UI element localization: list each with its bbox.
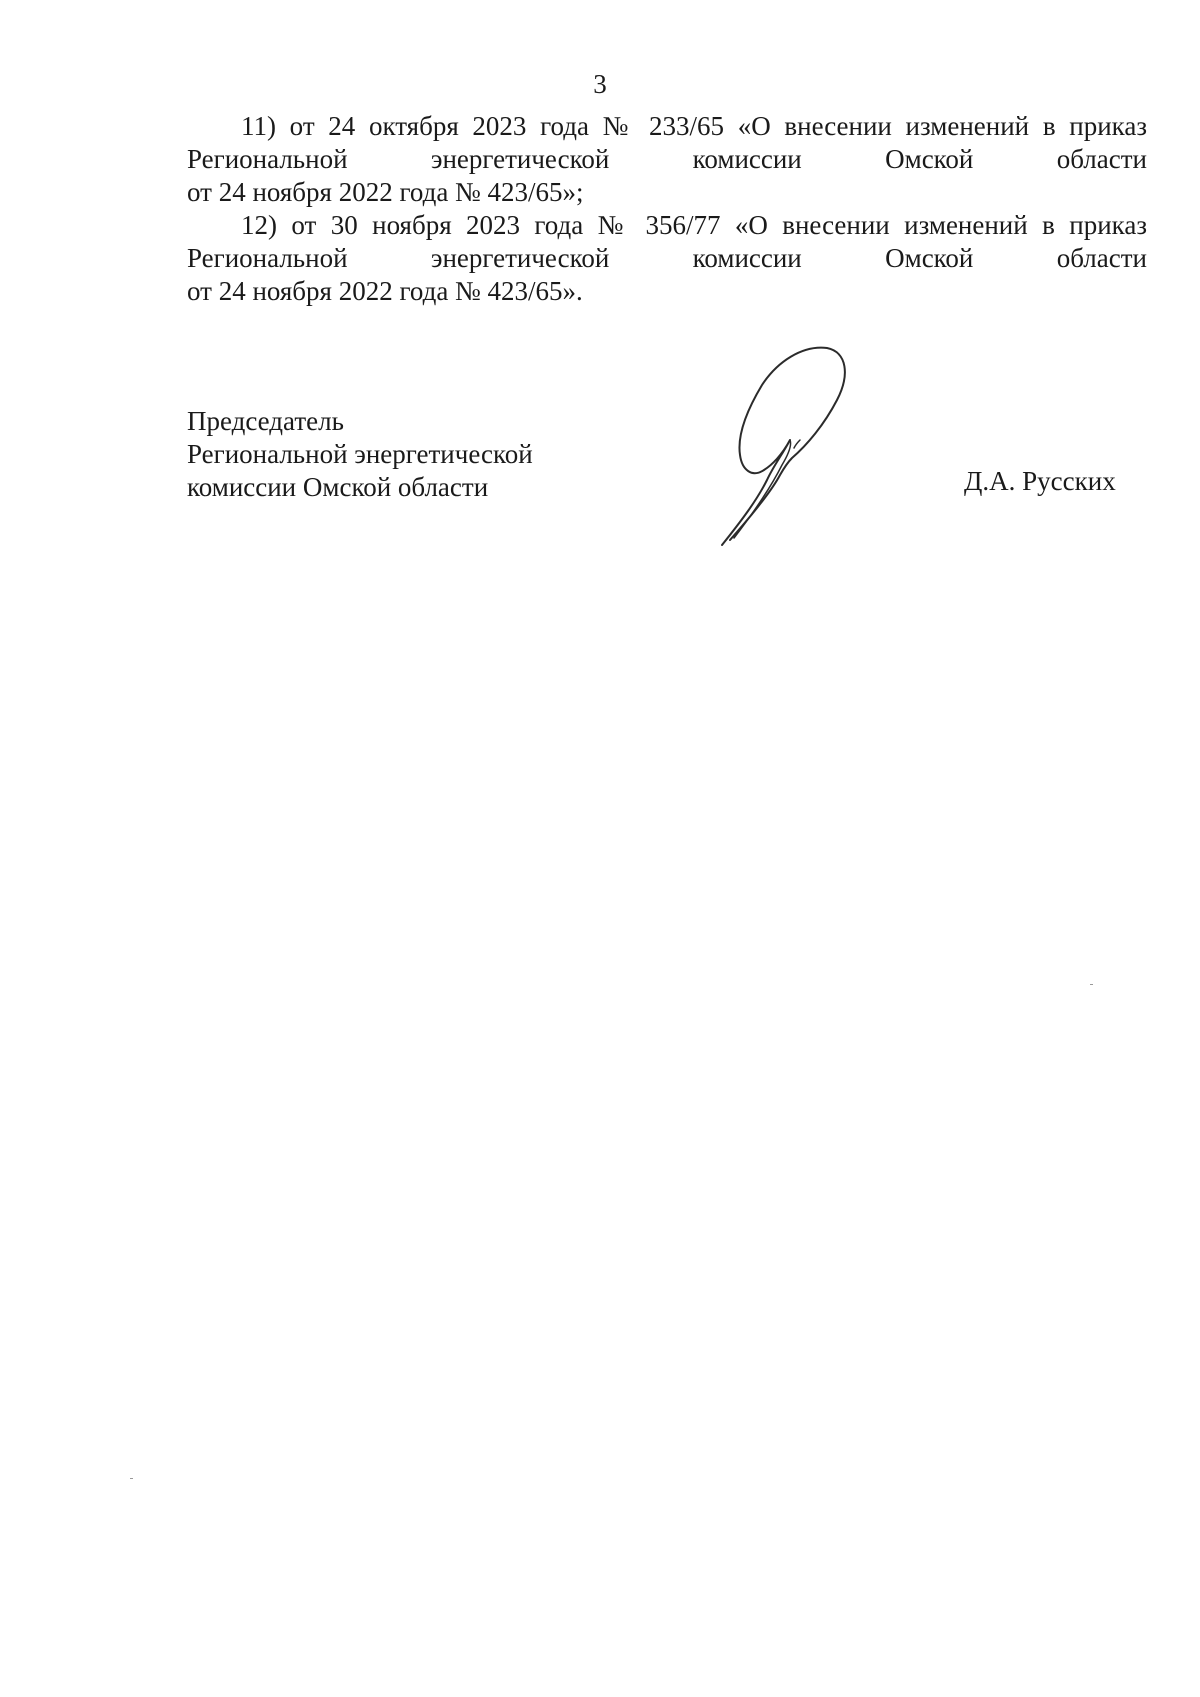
signatory-name: Д.А. Русских bbox=[964, 466, 1116, 496]
handwritten-signature bbox=[712, 340, 872, 550]
scan-speck bbox=[1090, 984, 1093, 985]
list-item-12 bbox=[187, 209, 1147, 308]
list-item-line: Региональной энергетической комиссии Омской области bbox=[187, 243, 1147, 273]
signatory-position-line: комиссии Омской области bbox=[187, 472, 489, 502]
list-item-line: Региональной энергетической комиссии Омской области bbox=[187, 144, 1147, 174]
scan-speck bbox=[130, 1478, 133, 1479]
signatory-position-line: Председатель bbox=[187, 406, 344, 436]
signatory-position-line: Региональной энергетической bbox=[187, 439, 533, 469]
list-item-line: 11) от 24 октября 2023 года № 233/65 «О внесении изменений в приказ bbox=[241, 111, 1147, 141]
list-item-line: 12) от 30 ноября 2023 года № 356/77 «О внесении изменений в приказ bbox=[241, 210, 1147, 240]
list-item-11 bbox=[187, 110, 1147, 209]
page-number: 3 bbox=[593, 69, 607, 99]
list-item-line: от 24 ноября 2022 года № 423/65»; bbox=[187, 177, 584, 207]
signatory-position bbox=[187, 405, 533, 504]
list-item-line: от 24 ноября 2022 года № 423/65». bbox=[187, 276, 583, 306]
document-body bbox=[187, 110, 1147, 308]
